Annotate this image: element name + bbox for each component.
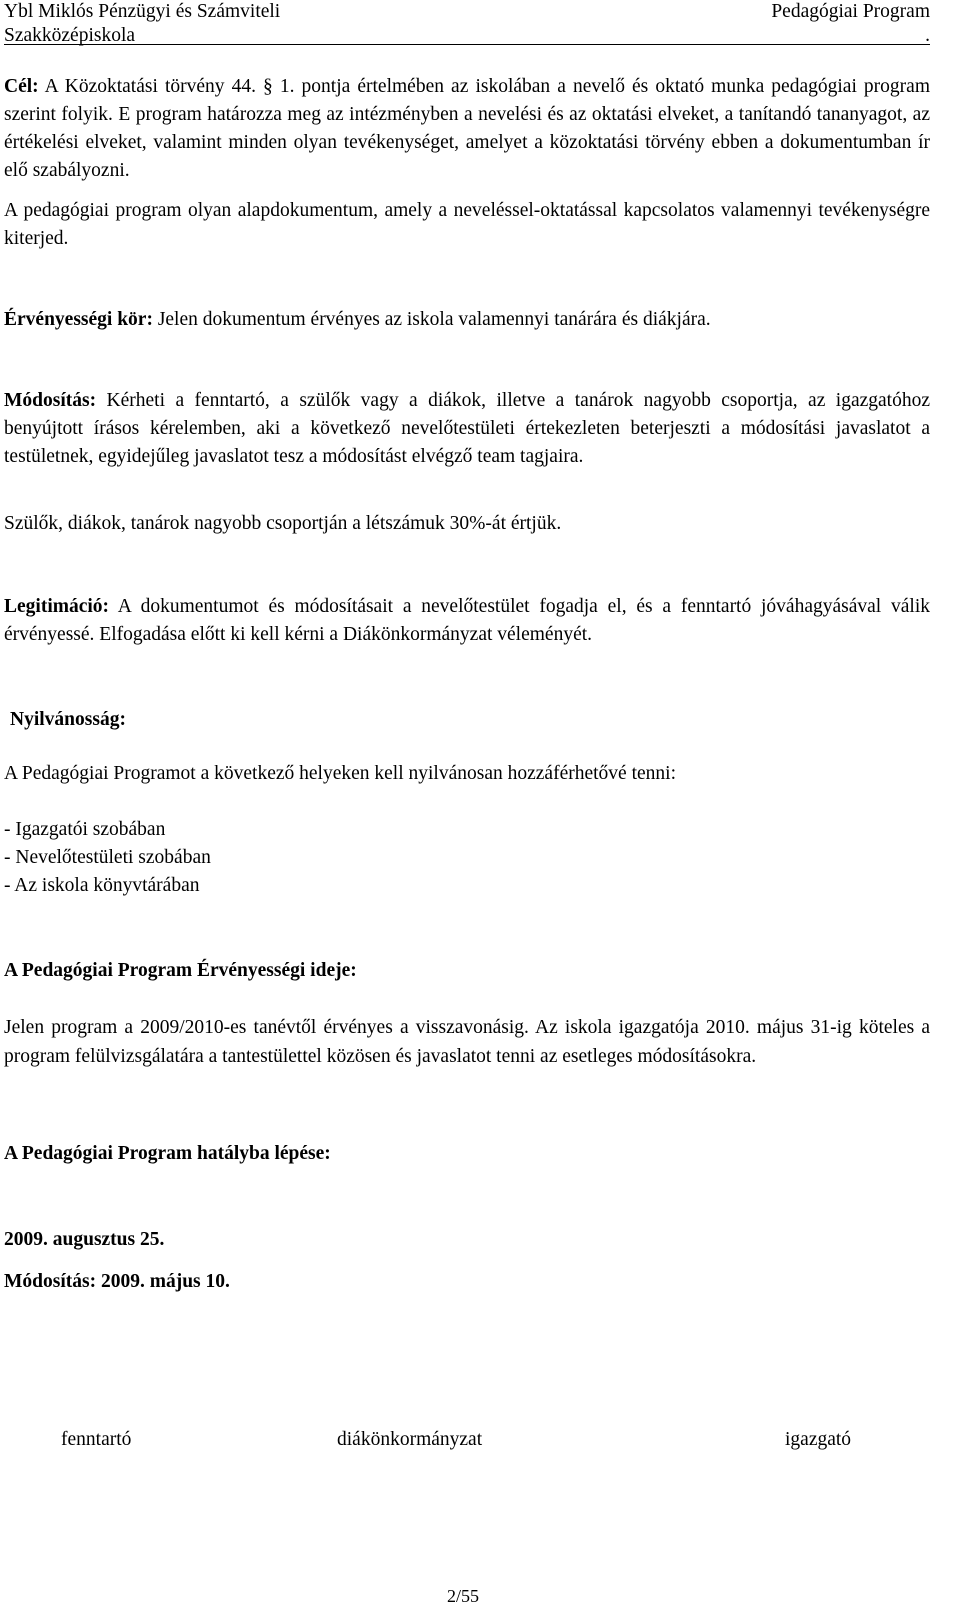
header-school-name <box>4 0 280 48</box>
cel-text-2: A pedagógiai program olyan alapdokumentum, amely a neveléssel-oktatással kapcsolatos valamennyi tevékenységre kiterjed. <box>4 200 930 249</box>
legitimacio-label: Legitimáció: <box>4 596 110 617</box>
legitimacio-text: A dokumentumot és módosításait a nevelőtestület fogadja el, és a fenntartó jóváhagyásával válik érvényessé. Elfogadása előtt ki kell kérni a Diákönkormányzat véleményét. <box>4 596 930 645</box>
header-program-dot: . <box>925 25 930 46</box>
page-number: 2/55 <box>446 1586 479 1606</box>
modositas-paragraph-2 <box>4 510 930 538</box>
page-header <box>4 0 930 45</box>
list-item: - Az iskola könyvtárában <box>4 875 200 896</box>
ervenyessegi-ido-heading: A Pedagógiai Program Érvényességi ideje: <box>4 960 357 981</box>
header-school-line2: Szakközépiskola <box>4 25 136 46</box>
modositas-paragraph <box>4 387 930 471</box>
nyilvanossag-intro: A Pedagógiai Programot a következő helyeken kell nyilvánosan hozzáférhetővé tenni: <box>4 763 676 784</box>
cel-label: Cél: <box>4 76 39 97</box>
ervenyesseg-text: Jelen dokumentum érvényes az iskola valamennyi tanárára és diákjára. <box>152 309 711 330</box>
ervenyesseg-label: Érvényességi kör: <box>4 309 153 330</box>
modositas-text: Kérheti a fenntartó, a szülők vagy a diákok, illetve a tanárok nagyobb csoportja, az igazgatóhoz benyújtott írásos kérelemben, aki a következő nevelőtestületi értekezleten beterjeszti a módosítási javaslatot a testületnek, egyidejűleg javaslatot tesz a módosítást elvégző team tagjaira. <box>4 390 930 467</box>
legitimacio-paragraph <box>4 593 930 649</box>
signature-igazgato: igazgató <box>785 1429 852 1450</box>
hatalyba-date: 2009. augusztus 25. <box>4 1229 165 1250</box>
nyilvanossag-list <box>4 816 930 900</box>
header-program-title: Pedagógiai Program <box>771 1 930 22</box>
header-school-line1: Ybl Miklós Pénzügyi és Számviteli <box>4 1 281 22</box>
list-item: - Igazgatói szobában <box>4 819 166 840</box>
modositas-text-2: Szülők, diákok, tanárok nagyobb csoportján a létszámuk 30%-át értjük. <box>4 513 562 534</box>
ervenyesseg-paragraph <box>4 306 930 334</box>
signature-diakonkormanyzat: diákönkormányzat <box>337 1429 483 1450</box>
cel-paragraph <box>4 73 930 185</box>
signature-fenntarto: fenntartó <box>61 1429 132 1450</box>
cel-paragraph-2 <box>4 197 930 253</box>
hatalyba-heading: A Pedagógiai Program hatályba lépése: <box>4 1143 331 1164</box>
ervenyessegi-ido-text: Jelen program a 2009/2010-es tanévtől érvényes a visszavonásig. Az iskola igazgatója 2010. május 31-ig köteles a program felülvizsgálatára a tantestülettel közösen és javaslatot tenni az esetleges módosításokra. <box>4 1017 930 1067</box>
modositas-date: Módosítás: 2009. május 10. <box>4 1271 230 1292</box>
modositas-label: Módosítás: <box>4 390 97 411</box>
cel-text: A Közoktatási törvény 44. § 1. pontja értelmében az iskolában a nevelő és oktató munka pedagógiai program szerint folyik. E program határozza meg az intézményben a nevelési és az oktatási elveket, a tanítandó tananyagot, az értékelési elveket, valamint minden olyan tevékenységet, amelyet a közoktatási törvény ebben a dokumentumban ír elő szabályozni. <box>4 76 930 181</box>
nyilvanossag-heading: Nyilvánosság: <box>10 709 126 730</box>
list-item: - Nevelőtestületi szobában <box>4 847 211 868</box>
header-program <box>771 0 930 48</box>
